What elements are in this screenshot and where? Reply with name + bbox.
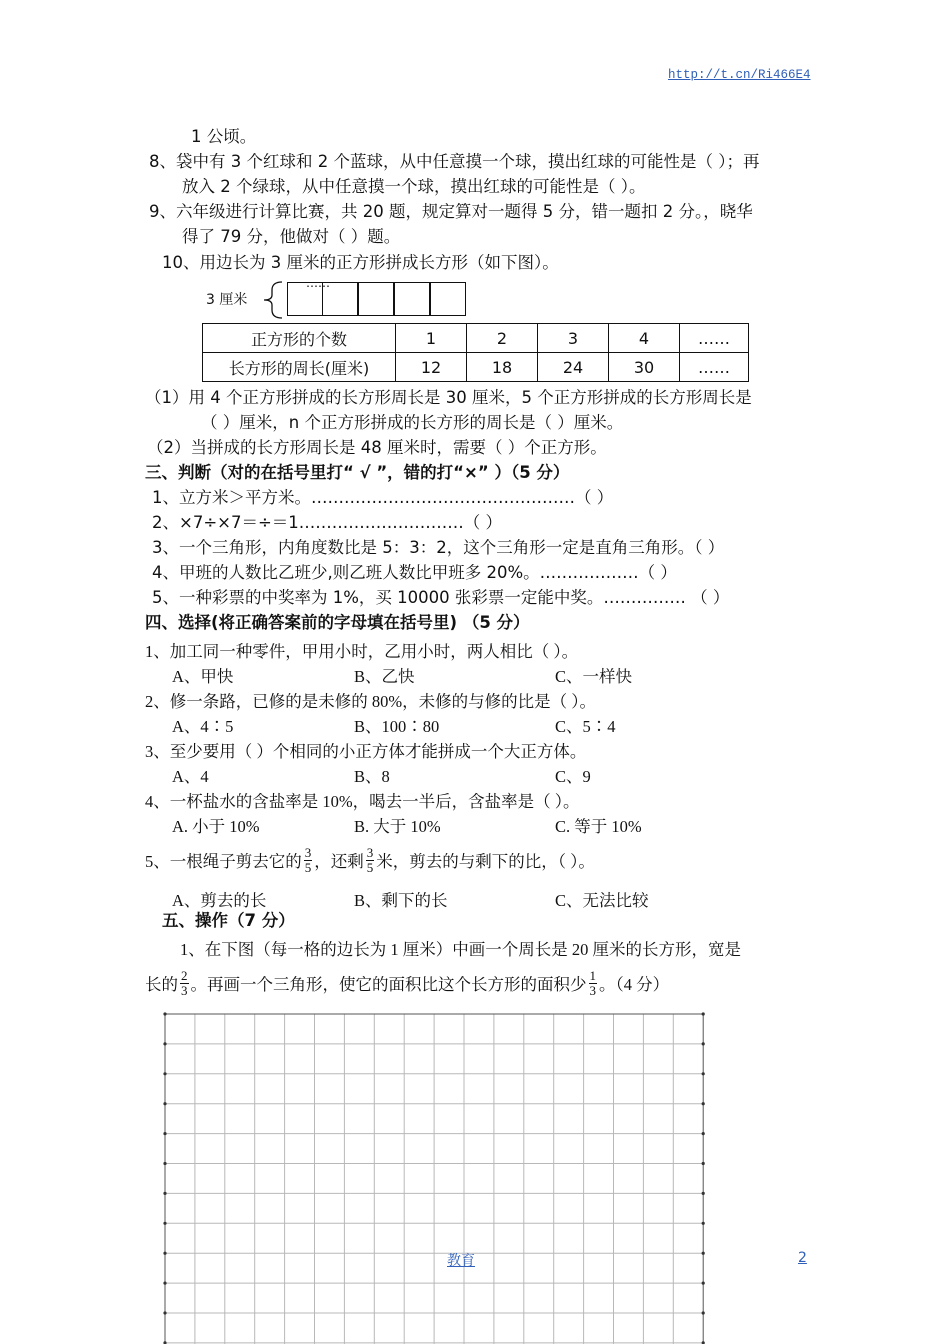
table-cell: 长方形的周长(厘米) <box>203 353 396 382</box>
judge-item: 4、甲班的人数比乙班少,则乙班人数比甲班多 20%。………………（ ） <box>152 563 677 582</box>
grid-dot <box>702 1311 705 1314</box>
table-cell: 正方形的个数 <box>203 324 396 353</box>
perimeter-table <box>202 323 749 382</box>
grid-dot <box>163 1042 166 1045</box>
fraction-denominator: 3 <box>181 982 188 998</box>
op-text-a: 长的 <box>145 975 178 994</box>
fraction <box>366 846 375 875</box>
grid-dot <box>702 1012 705 1015</box>
option-c: C、5∶4 <box>555 717 616 736</box>
option-a: A. 小于 10% <box>172 817 260 836</box>
question-9-line1: 9、六年级进行计算比赛，共 20 题，规定算对一题得 5 分，错一题扣 2 分。，晓华 <box>149 202 753 221</box>
option-a: A、4 <box>172 767 209 786</box>
choice-question-4: 4、一杯盐水的含盐率是 10%，喝去一半后，含盐率是（ ）。 <box>145 792 580 811</box>
figure-label: 3 厘米 <box>206 292 248 308</box>
option-b: B、乙快 <box>354 667 415 686</box>
figure-square <box>394 282 430 316</box>
fraction-numerator: 3 <box>366 844 374 860</box>
option-c: C、无法比较 <box>555 891 649 910</box>
grid-dot <box>702 1132 705 1135</box>
judge-item: 1、立方米＞平方米。…………………………………………（ ） <box>152 488 614 507</box>
q5-text-c: 米，剪去的与剩下的比，（ ）。 <box>376 852 595 871</box>
grid-dot <box>163 1102 166 1105</box>
grid-dot <box>163 1162 166 1165</box>
option-b: B、剩下的长 <box>354 891 448 910</box>
question-10: 10、用边长为 3 厘米的正方形拼成长方形（如下图）。 <box>162 253 559 272</box>
choice-question-2: 2、修一条路，已修的是未修的 80%，未修的与修的比是（ ）。 <box>145 692 596 711</box>
grid-dot <box>702 1222 705 1225</box>
grid-dot <box>702 1282 705 1285</box>
text-line: 1 公顷。 <box>191 127 257 146</box>
judge-item: 3、一个三角形，内角度数比是 5：3：2，这个三角形一定是直角三角形。（ ） <box>152 538 725 557</box>
fraction <box>180 969 189 998</box>
table-cell: …… <box>680 353 749 382</box>
grid-dot <box>163 1012 166 1015</box>
grid-dot <box>163 1072 166 1075</box>
footer-center-text: 教育 <box>447 1253 475 1269</box>
grid-dot <box>163 1132 166 1135</box>
grid-dot <box>163 1192 166 1195</box>
operation-line2 <box>145 961 669 1005</box>
option-b: B. 大于 10% <box>354 817 441 836</box>
option-c: C、9 <box>555 767 591 786</box>
option-a: A、4∶5 <box>172 717 234 736</box>
figure-square <box>430 282 466 316</box>
fraction-numerator: 3 <box>304 844 312 860</box>
fraction-denominator: 3 <box>589 982 596 998</box>
grid-dot <box>702 1042 705 1045</box>
question-8-line1: 8、袋中有 3 个红球和 2 个蓝球，从中任意摸一个球，摸出红球的可能性是（ ）；再 <box>149 152 760 171</box>
grid-dot <box>702 1252 705 1255</box>
header-link[interactable]: http://t.cn/Ri466E4 <box>668 68 811 82</box>
fraction-numerator: 1 <box>589 967 596 983</box>
grid-dot <box>163 1282 166 1285</box>
grid-dot <box>702 1162 705 1165</box>
option-b: B、100∶80 <box>354 717 440 736</box>
grid-dot <box>163 1252 166 1255</box>
grid-dot <box>163 1311 166 1314</box>
judge-item: 5、一种彩票的中奖率为 1%，买 10000 张彩票一定能中奖。…………… （ ） <box>152 588 730 607</box>
choice-question-1: 1、加工同一种零件，甲用小时，乙用小时，两人相比（ ）。 <box>145 642 579 661</box>
table-cell: 1 <box>396 324 467 353</box>
table-cell: 30 <box>609 353 680 382</box>
subquestion-2: （2）当拼成的长方形周长是 48 厘米时，需要（ ）个正方形。 <box>147 438 607 457</box>
q5-text-b: ，还剩 <box>314 852 364 871</box>
brace-icon <box>262 280 288 320</box>
op-text-b: 。再画一个三角形，使它的面积比这个长方形的面积少 <box>190 975 587 994</box>
question-8-line2: 放入 2 个绿球，从中任意摸一个球，摸出红球的可能性是（ ）。 <box>182 177 646 196</box>
table-cell: …… <box>680 324 749 353</box>
question-9-line2: 得了 79 分，他做对（ ）题。 <box>182 227 401 246</box>
q5-text-a: 5、一根绳子剪去它的 <box>145 852 302 871</box>
table-cell: 24 <box>538 353 609 382</box>
option-b: B、8 <box>354 767 390 786</box>
table-row <box>203 353 749 382</box>
figure-square <box>358 282 394 316</box>
choice-question-3: 3、至少要用（ ）个相同的小正方体才能拼成一个大正方体。 <box>145 742 587 761</box>
section-4-title: 四、选择(将正确答案前的字母填在括号里) （5 分） <box>145 613 530 632</box>
option-c: C. 等于 10% <box>555 817 642 836</box>
fraction-denominator: 5 <box>366 859 374 875</box>
table-row <box>203 324 749 353</box>
fraction <box>589 969 598 998</box>
grid-dot <box>702 1072 705 1075</box>
table-cell: 3 <box>538 324 609 353</box>
fraction <box>304 846 313 875</box>
table-cell: 2 <box>467 324 538 353</box>
table-cell: 18 <box>467 353 538 382</box>
option-a: A、甲快 <box>172 667 234 686</box>
subquestion-1-line1: （1）用 4 个正方形拼成的长方形周长是 30 厘米，5 个正方形拼成的长方形周长是 <box>145 388 752 407</box>
table-cell: 4 <box>609 324 680 353</box>
grid-dot <box>163 1222 166 1225</box>
grid-dot <box>702 1102 705 1105</box>
option-c: C、一样快 <box>555 667 633 686</box>
section-3-title: 三、判断（对的在括号里打“ √ ”，错的打“×” ）（5 分） <box>145 463 570 482</box>
fraction-denominator: 5 <box>304 859 312 875</box>
grid-dot <box>702 1192 705 1195</box>
subquestion-1-line2: （ ）厘米，n 个正方形拼成的长方形的周长是（ ）厘米。 <box>201 413 624 432</box>
judge-item: 2、×7÷×7＝÷＝1…………………………（ ） <box>152 513 503 532</box>
fraction-numerator: 2 <box>181 967 188 983</box>
section-5-title: 五、操作（7 分） <box>162 911 295 930</box>
op-text-c: 。（4 分） <box>599 975 670 994</box>
drawing-grid[interactable] <box>160 1010 710 1344</box>
page-number: 2 <box>798 1250 807 1266</box>
choice-question-5 <box>145 838 595 882</box>
table-cell: 12 <box>396 353 467 382</box>
operation-line1: 1、在下图（每一格的边长为 1 厘米）中画一个周长是 20 厘米的长方形，宽是 <box>180 940 741 959</box>
option-a: A、剪去的长 <box>172 891 267 910</box>
figure-dots: …… <box>306 276 330 290</box>
